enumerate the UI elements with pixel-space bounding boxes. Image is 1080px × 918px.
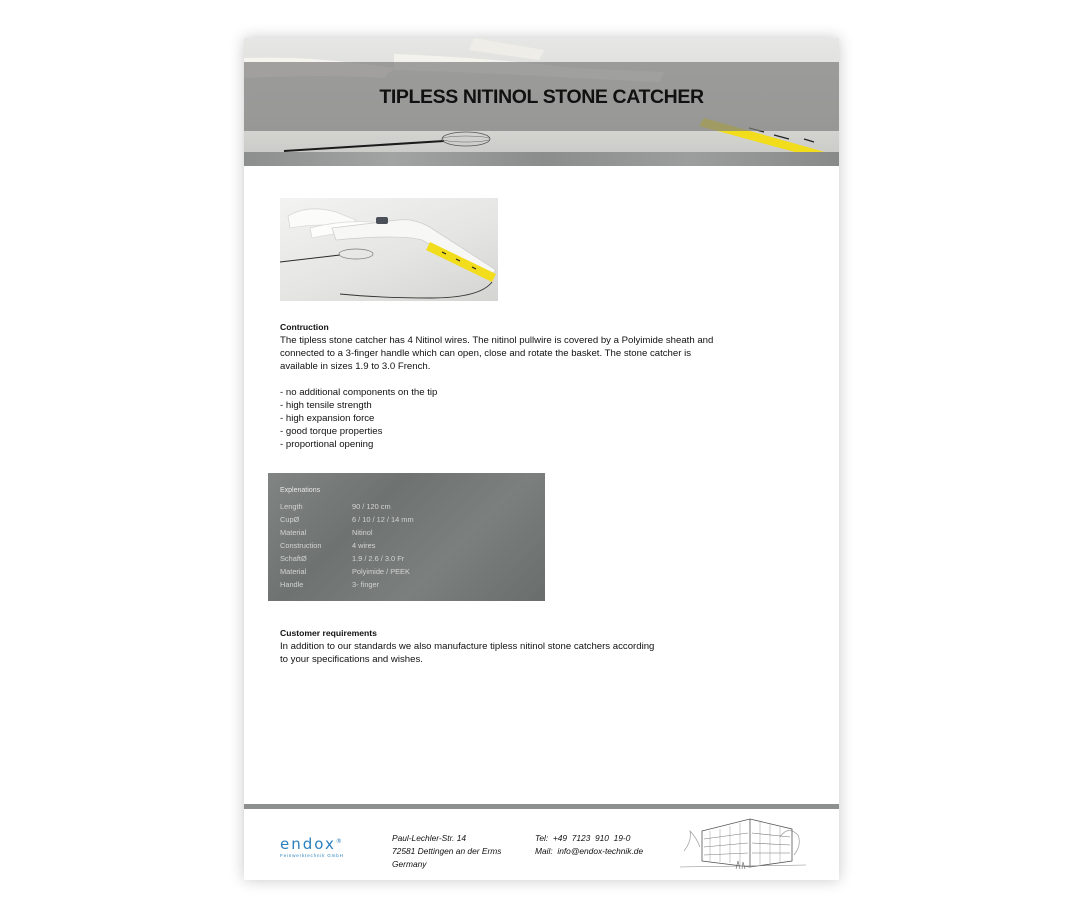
feature-item: - high expansion force (280, 413, 375, 424)
footer-divider (244, 804, 839, 809)
construction-line: available in sizes 1.9 to 3.0 French. (280, 361, 431, 372)
construction-heading: Contruction (280, 322, 329, 332)
email-address: Mail: info@endox-technik.de (535, 846, 644, 856)
spec-label: Construction (280, 541, 322, 550)
product-photo (280, 198, 498, 301)
spec-row (280, 526, 414, 539)
footer-contact (535, 832, 643, 858)
spec-row (280, 500, 414, 513)
spec-label: CupØ (280, 515, 300, 524)
footer-address (392, 832, 501, 871)
registered-mark: ® (335, 838, 344, 845)
address-line: Paul-Lechler-Str. 14 (392, 833, 467, 843)
phone-number: Tel: +49 7123 910 19-0 (535, 833, 631, 843)
spec-heading: Explenations (280, 487, 321, 494)
construction-line: The tipless stone catcher has 4 Nitinol wires. The nitinol pullwire is covered by a Polyimide sheath and (280, 335, 714, 346)
spec-row (280, 578, 414, 591)
customer-line: In addition to our standards we also manufacture tipless nitinol stone catchers according (280, 641, 655, 652)
company-building-sketch (680, 811, 806, 873)
spec-label: Handle (280, 580, 304, 589)
feature-list (280, 386, 437, 451)
feature-item: - no additional components on the tip (280, 387, 438, 398)
spec-value: 6 / 10 / 12 / 14 mm (352, 515, 414, 524)
customer-heading: Customer requirements (280, 628, 377, 638)
spec-value: 90 / 120 cm (352, 502, 391, 511)
page-title: TIPLESS NITINOL STONE CATCHER (379, 86, 704, 108)
logo-wordmark (280, 834, 370, 852)
spec-row (280, 539, 414, 552)
header-banner (244, 38, 839, 166)
spec-row (280, 513, 414, 526)
logo-text: endox (280, 835, 336, 853)
spec-table (280, 500, 414, 591)
spec-label: Material (280, 528, 307, 537)
feature-item: - good torque properties (280, 426, 383, 437)
spec-box (268, 473, 545, 601)
spec-label: Length (280, 502, 303, 511)
spec-value: Nitinol (352, 528, 373, 537)
spec-row (280, 565, 414, 578)
logo-subtitle: Feinwerktechnik GmbH (280, 853, 344, 858)
construction-description (280, 334, 790, 373)
spec-label: Material (280, 567, 307, 576)
spec-value: 4 wires (352, 541, 376, 550)
concrete-strip (244, 152, 839, 166)
address-line: 72581 Dettingen an der Erms (392, 846, 502, 856)
spec-value: 1.9 / 2.6 / 3.0 Fr (352, 554, 405, 563)
datasheet-page (244, 38, 839, 880)
endox-logo (280, 834, 370, 858)
address-line: Germany (392, 859, 427, 869)
spec-value: Polyimide / PEEK (352, 567, 410, 576)
customer-line: to your specifications and wishes. (280, 654, 423, 665)
spec-label: SchaftØ (280, 554, 307, 563)
spec-value: 3- finger (352, 580, 380, 589)
feature-item: - high tensile strength (280, 400, 372, 411)
spec-row (280, 552, 414, 565)
feature-item: - proportional opening (280, 439, 374, 450)
stone-catcher-image (280, 198, 498, 301)
construction-line: connected to a 3-finger handle which can open, close and rotate the basket. The stone catcher is (280, 348, 692, 359)
customer-description (280, 640, 790, 666)
